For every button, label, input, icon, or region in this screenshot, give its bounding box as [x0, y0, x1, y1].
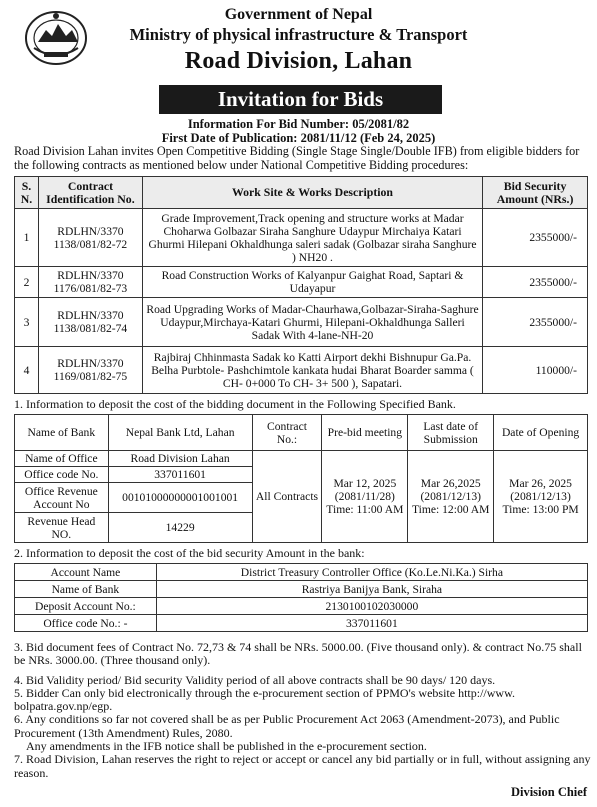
bank-name-value: Rastriya Banijya Bank, Siraha — [156, 581, 587, 598]
bank-name-value: Nepal Bank Ltd, Lahan — [108, 415, 252, 451]
bidding-document-bank-table — [14, 414, 588, 543]
table-row — [15, 209, 588, 267]
row-sn: 4 — [15, 347, 39, 394]
note-6-amendments: Any amendments in the IFB notice shall be published in the e-procurement section. — [26, 739, 427, 754]
division-title: Road Division, Lahan — [184, 48, 413, 74]
bank-name-label: Name of Bank — [15, 581, 157, 598]
deposit-account-label: Deposit Account No.: — [15, 598, 157, 615]
signature: Division Chief — [510, 785, 587, 799]
office-code-value: 337011601 — [108, 467, 252, 483]
row-description: Rajbiraj Chhinmasta Sadak ko Katti Airport dekhi Bishnupur Ga.Pa. Belha Purbtole- Pashchimtole kankata hudai Bharat Boarder samma ( CH- 0+000 To CH- 3+ 500 ), Sapatari. — [142, 347, 482, 394]
prebid-header: Pre-bid meeting — [322, 415, 408, 451]
opening-header: Date of Opening — [494, 415, 588, 451]
office-code-label: Office code No.: - — [15, 615, 157, 632]
revenue-account-label: Office Revenue Account No — [15, 483, 109, 513]
publication-date: First Date of Publication: 2081/11/12 (Feb 24, 2025) — [161, 131, 436, 145]
table-row — [15, 581, 588, 598]
bank-name-label: Name of Bank — [15, 415, 109, 451]
invitation-banner: Invitation for Bids — [159, 85, 442, 114]
contracts-table — [14, 176, 588, 394]
table-row — [15, 564, 588, 581]
table-row — [15, 615, 588, 632]
section-2-heading: 2. Information to deposit the cost of the bid security Amount in the bank: — [14, 546, 365, 560]
row-contract-id: RDLHN/3370 1169/081/82-75 — [38, 347, 142, 394]
row-amount: 2355000/- — [483, 209, 588, 267]
row-contract-id: RDLHN/3370 1138/081/82-74 — [38, 298, 142, 347]
office-name-label: Name of Office — [15, 451, 109, 467]
revenue-head-value: 14229 — [108, 513, 252, 543]
account-name-value: District Treasury Controller Office (Ko.Le.Ni.Ka.) Sirha — [156, 564, 587, 581]
table-row — [15, 298, 588, 347]
row-description: Road Construction Works of Kalyanpur Gaighat Road, Saptari & Udayapur — [142, 267, 482, 298]
deposit-account-value: 2130100102030000 — [156, 598, 587, 615]
office-code-label: Office code No. — [15, 467, 109, 483]
intro-paragraph: Road Division Lahan invites Open Competitive Bidding (Single Stage Single/Double IFB) from eligible bidders for the following contracts as mentioned below under National Competitive Bidding procedures: — [14, 144, 580, 172]
last-date: Mar 26,2025 (2081/12/13) Time: 12:00 AM — [408, 451, 494, 543]
row-description: Grade Improvement,Track opening and structure works at Madar Choharwa Golbazar Siraha Sanghure Udaypur Mirchaiya Katari Ghurmi Hilepani Okhaldhunga saleri sadak (Golbazar siraha Sanghure ) NH20 . — [142, 209, 482, 267]
row-description: Road Upgrading Works of Madar-Chaurhawa,Golbazar-Siraha-Saghure Udaypur,Mirchaya-Katari Ghurmi, Hilepani-Okhaldhunga Salleri Sadak With 4-lane-NH-20 — [142, 298, 482, 347]
row-sn: 3 — [15, 298, 39, 347]
account-name-label: Account Name — [15, 564, 157, 581]
row-sn: 1 — [15, 209, 39, 267]
all-contracts: All Contracts — [252, 451, 322, 543]
section-1-heading: 1. Information to deposit the cost of the bidding document in the Following Specified Bank. — [14, 397, 456, 411]
header-contract-id: Contract Identification No. — [38, 177, 142, 209]
table-row — [15, 598, 588, 615]
contract-no-header: Contract No.: — [252, 415, 322, 451]
row-sn: 2 — [15, 267, 39, 298]
row-contract-id: RDLHN/3370 1176/081/82-73 — [38, 267, 142, 298]
bid-number: Information For Bid Number: 05/2081/82 — [187, 117, 410, 131]
table-row — [15, 267, 588, 298]
note-4: 4. Bid Validity period/ Bid security Validity period of all above contracts shall be 90 days/ 120 days. — [14, 672, 496, 687]
government-title: Government of Nepal — [224, 6, 373, 23]
row-amount: 2355000/- — [483, 298, 588, 347]
revenue-account-value: 00101000000001001001 — [108, 483, 252, 513]
note-3: 3. Bid document fees of Contract No. 72,73 & 74 shall be NRs. 5000.00. (Five thousand only). & contract No.75 shall be NRs. 3000.00. (Three thousand only). — [14, 640, 582, 668]
row-amount: 2355000/- — [483, 267, 588, 298]
note-7: 7. Road Division, Lahan reserves the right to reject or accept or cancel any bid partially or in full, without assigning any reason. — [14, 752, 591, 780]
header-description: Work Site & Works Description — [142, 177, 482, 209]
prebid-date: Mar 12, 2025 (2081/11/28) Time: 11:00 AM — [322, 451, 408, 543]
opening-date: Mar 26, 2025 (2081/12/13) Time: 13:00 PM — [494, 451, 588, 543]
office-name-value: Road Division Lahan — [108, 451, 252, 467]
note-5: 5. Bidder Can only bid electronically through the e-procurement section of PPMO's website http://www. bolpatra.gov.np/egp. — [14, 685, 515, 714]
last-date-header: Last date of Submission — [408, 415, 494, 451]
office-code-value: 337011601 — [156, 615, 587, 632]
revenue-head-label: Revenue Head NO. — [15, 513, 109, 543]
ministry-title: Ministry of physical infrastructure & Transport — [129, 25, 468, 44]
table-row — [15, 347, 588, 394]
header-bid-security: Bid Security Amount (NRs.) — [483, 177, 588, 209]
bid-security-bank-table — [14, 563, 588, 632]
row-contract-id: RDLHN/3370 1138/081/82-72 — [38, 209, 142, 267]
header-sn: S. N. — [15, 177, 39, 209]
row-amount: 110000/- — [483, 347, 588, 394]
notes-list — [14, 641, 592, 780]
note-6: 6. Any conditions so far not covered shall be as per Public Procurement Act 2063 (Amendment-2073), and Public Procurement (13th Amendment) Rules, 2080. — [14, 712, 560, 740]
